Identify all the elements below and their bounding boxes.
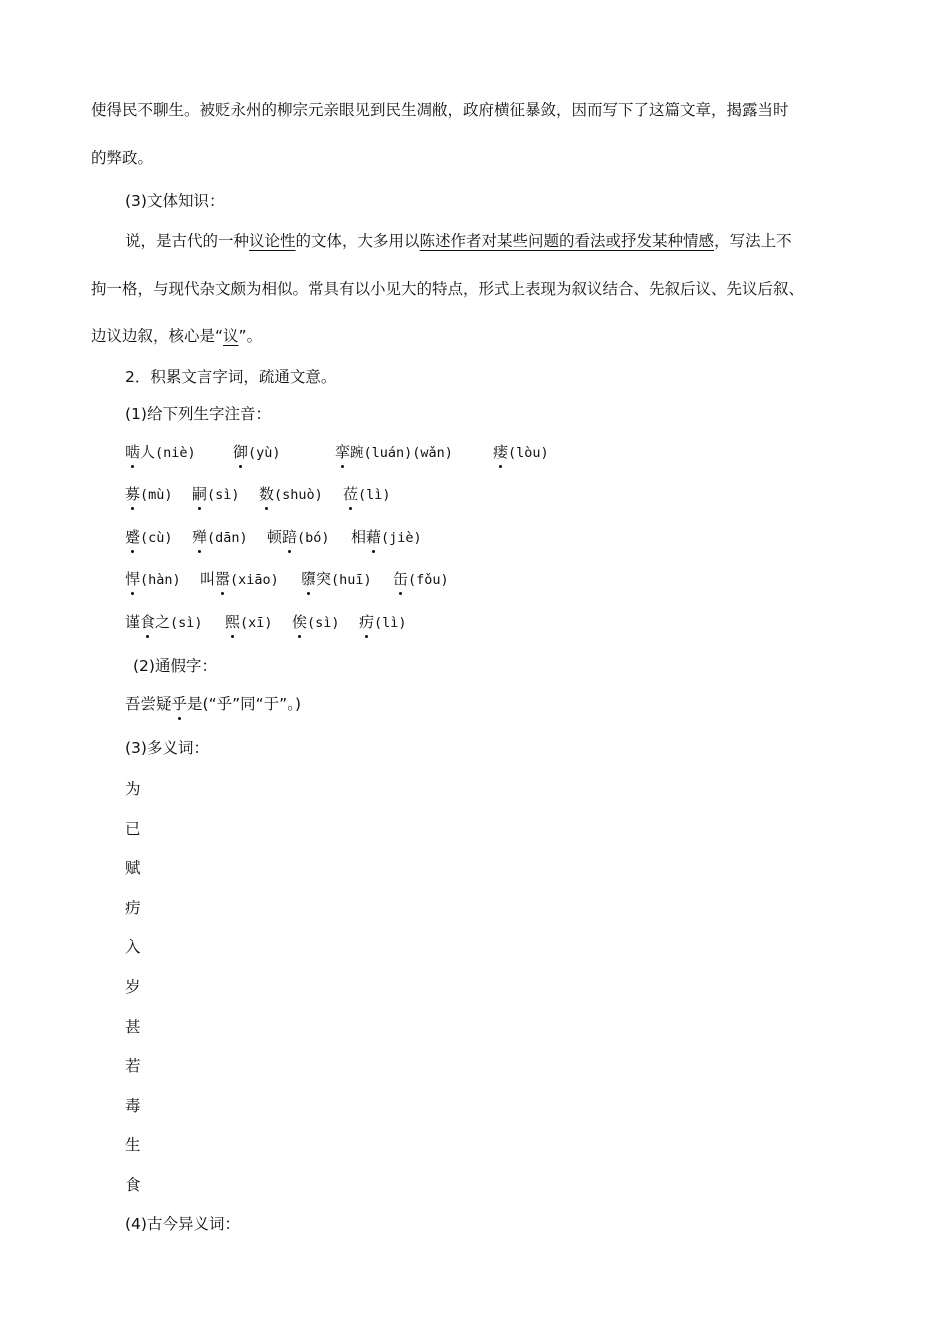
- polysemy-word: 食: [125, 1176, 141, 1194]
- polysemy-word: 若: [125, 1057, 141, 1075]
- pinyin-entry: 缶(fǒu): [393, 570, 449, 588]
- pinyin-entry: 莅(lì): [343, 485, 391, 503]
- polysemy-word: 为: [125, 780, 141, 798]
- pinyin-entry: 熙(xī): [225, 613, 273, 631]
- pinyin-entry: 嗣(sì): [192, 485, 240, 503]
- genre-underline-2: 陈述作者对某些问题的看法或抒发某种情感: [419, 232, 715, 250]
- genre-text: 的文体，大多用以: [295, 232, 420, 250]
- genre-text: ，写法上不: [714, 232, 792, 250]
- genre-line-2: 拘一格，与现代杂文颇为相似。常具有以小见大的特点，形式上表现为叙议结合、先叙后议、先议后叙、: [91, 280, 805, 298]
- tongjia-sentence: 吾尝疑乎是(“乎”同“于”。): [125, 695, 301, 713]
- pinyin-entry: 殚(dān): [192, 528, 248, 546]
- pinyin-entry: 数(shuò): [259, 485, 323, 503]
- pinyin-entry: 叫嚣(xiāo): [200, 570, 279, 588]
- polysemy-word: 疠: [125, 899, 141, 917]
- sub-4-heading: (4)古今异义词：: [125, 1215, 240, 1233]
- sub-1-heading: (1)给下列生字注音：: [125, 405, 271, 423]
- pinyin-entry: 瘘(lòu): [493, 443, 549, 461]
- genre-underline-1: 议论性: [249, 232, 296, 250]
- pinyin-entry: 谨食之(sì): [125, 613, 203, 631]
- polysemy-word: 甚: [125, 1018, 141, 1036]
- genre-line-1: [125, 230, 792, 252]
- polysemy-word: 已: [125, 820, 141, 838]
- genre-underline-3: 议: [223, 327, 239, 345]
- paragraph-1-line-2: 的弊政。: [91, 149, 154, 167]
- polysemy-word: 生: [125, 1136, 141, 1154]
- polysemy-word: 赋: [125, 859, 141, 877]
- polysemy-word: 岁: [125, 978, 141, 996]
- pinyin-entry: 蹙(cù): [125, 528, 173, 546]
- genre-text: ”。: [238, 327, 263, 345]
- genre-line-3: [91, 325, 262, 347]
- sub-2-heading: (2)通假字：: [133, 657, 217, 675]
- pinyin-entry: 俟(sì): [292, 613, 340, 631]
- pinyin-entry: 募(mù): [125, 485, 173, 503]
- pinyin-entry: 挛踠(luán)(wǎn): [335, 443, 453, 461]
- polysemy-word: 毒: [125, 1097, 141, 1115]
- pinyin-entry: 悍(hàn): [125, 570, 181, 588]
- sub-3-heading: (3)多义词：: [125, 739, 209, 757]
- pinyin-entry: 御(yù): [233, 443, 281, 461]
- pinyin-entry: 疠(lì): [359, 613, 407, 631]
- section-3-heading: (3)文体知识：: [125, 192, 225, 210]
- genre-text: 说，是古代的一种: [125, 232, 250, 250]
- paragraph-1-line-1: 使得民不聊生。被贬永州的柳宗元亲眼见到民生凋敝，政府横征暴敛，因而写下了这篇文章，揭露当时: [91, 101, 789, 119]
- pinyin-entry: 相藉(jiè): [351, 528, 422, 546]
- pinyin-entry: 顿踣(bó): [267, 528, 330, 546]
- pinyin-entry: 隳突(huī): [301, 570, 372, 588]
- genre-text: 边议边叙，核心是“: [91, 327, 224, 345]
- pinyin-entry: 啮人(niè): [125, 443, 196, 461]
- polysemy-word: 入: [125, 938, 141, 956]
- item-2-heading: 2．积累文言字词，疏通文意。: [125, 368, 337, 386]
